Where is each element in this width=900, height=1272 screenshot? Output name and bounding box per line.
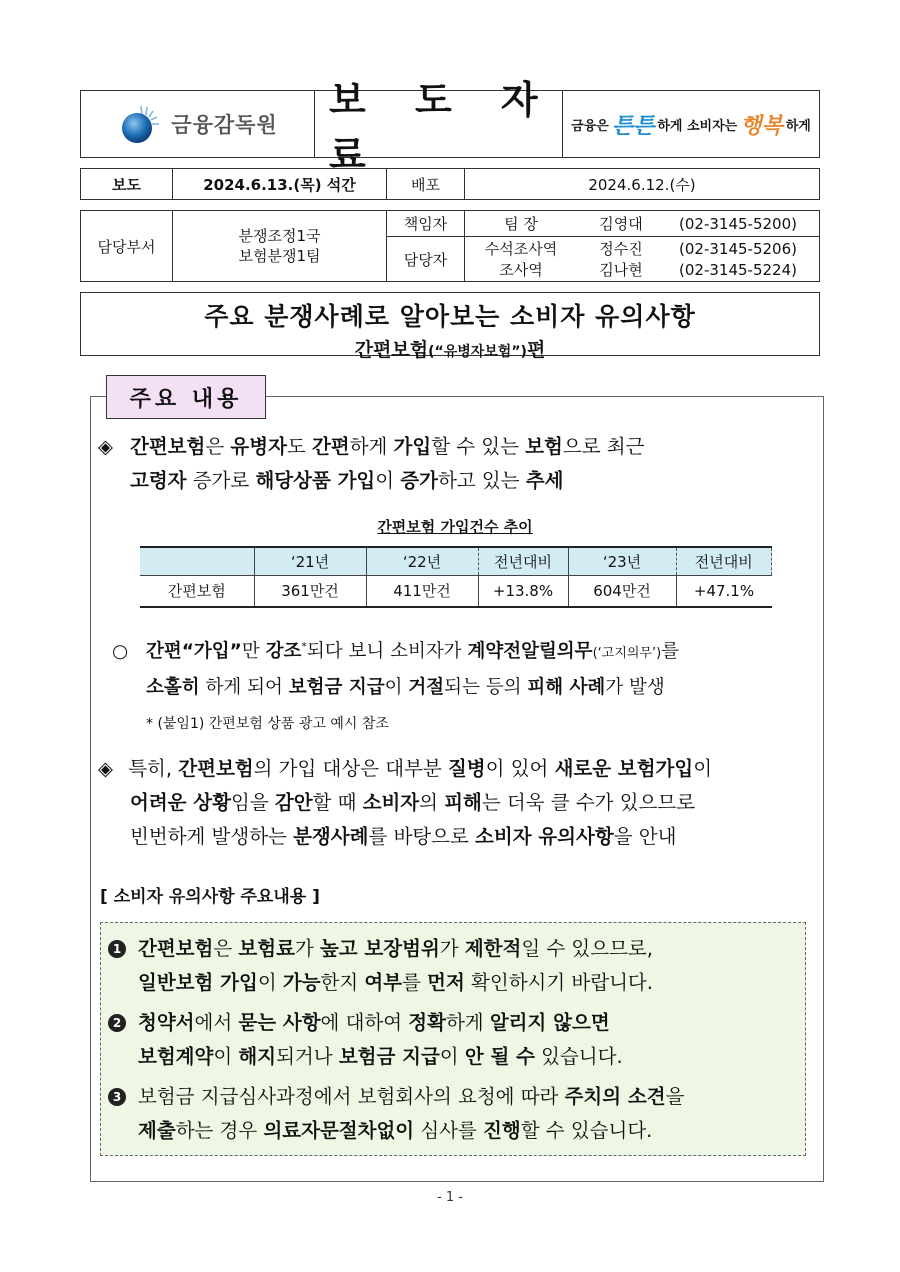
t: 를 — [661, 641, 680, 663]
para-line — [108, 1006, 798, 1040]
t: 할 수 있습니다. — [520, 1119, 653, 1142]
subtitle-part: (“유병자보험”) — [428, 344, 527, 360]
t: 가 — [294, 937, 320, 960]
t: 임을 — [230, 791, 275, 814]
department-table — [80, 210, 820, 282]
t: 가능 — [282, 971, 321, 994]
t: 를 — [402, 971, 428, 994]
main-title: 주요 분쟁사례로 알아보는 소비자 유의사항 — [204, 302, 696, 331]
dept-label: 담당부서 — [81, 211, 173, 281]
circle-bullet-icon: ○ — [112, 641, 129, 663]
t: 가 — [439, 937, 465, 960]
dept-contacts — [387, 211, 819, 281]
fss-logo-icon — [117, 102, 161, 146]
para-line — [98, 786, 818, 820]
t: 하게 — [445, 1011, 490, 1034]
report-date: 2024.6.13.(목) 석간 — [173, 169, 387, 199]
t: 추세 — [525, 469, 564, 492]
t: 의 — [419, 791, 445, 814]
para-line — [98, 430, 818, 464]
dept-name-line2: 보험분쟁1팀 — [238, 247, 321, 265]
fss-logo-text: 금융감독원 — [171, 113, 278, 137]
slogan — [563, 91, 819, 157]
fss-logo — [81, 91, 315, 157]
t: 피해 — [444, 791, 482, 814]
table-header-cell: ‘23년 — [568, 547, 676, 575]
t: 증가로 — [186, 469, 256, 492]
para-line — [112, 671, 824, 705]
person-phone: (02-3145-5224) — [679, 260, 797, 279]
table-title: 간편보험 가입건수 추이 — [377, 518, 533, 536]
t: 증가 — [400, 469, 438, 492]
person-title: 팀 장 — [504, 214, 538, 233]
t: 안 될 수 — [464, 1045, 535, 1068]
t: 만 — [241, 641, 266, 663]
t: 간편“가입” — [146, 641, 242, 663]
t: 일 수 있으므로, — [521, 937, 653, 960]
t: 여부 — [364, 971, 403, 994]
t: 소홀히 — [146, 677, 200, 699]
t: 제출 — [138, 1119, 176, 1142]
t: 거절 — [408, 677, 445, 699]
table-cell: 604만건 — [568, 575, 676, 607]
t: 에 대하여 — [320, 1011, 409, 1034]
t: 도 — [286, 435, 312, 458]
notice-item-1 — [108, 932, 798, 1000]
t: 새로운 보험가입 — [554, 757, 694, 780]
t: 하게 되어 — [199, 677, 289, 699]
t: 계약전알릴의무 — [467, 641, 593, 663]
slogan-mid: 하게 소비자는 — [657, 118, 738, 134]
t: 할 수 있는 — [431, 435, 526, 458]
t: 심사를 — [414, 1119, 484, 1142]
t: 빈번하게 발생하는 — [130, 825, 294, 848]
t: 제한적 — [464, 937, 522, 960]
contact-row — [387, 237, 819, 281]
table-header-cell — [140, 547, 254, 575]
t: 한지 — [320, 971, 365, 994]
t: 는 더욱 클 수가 있으므로 — [481, 791, 696, 814]
table-cell: 411만건 — [366, 575, 478, 607]
t: 일반보험 가입 — [138, 971, 258, 994]
person-title: 조사역 — [499, 260, 543, 279]
para-line — [108, 932, 798, 966]
slogan-pre: 금융은 — [571, 118, 609, 134]
diamond-bullet-icon: ◈ — [98, 757, 113, 780]
person-name: 정수진 — [599, 240, 643, 258]
t: 묻는 사항 — [238, 1011, 321, 1034]
subscription-trend-table — [140, 546, 772, 608]
t: 이 — [439, 1045, 465, 1068]
t: 질병 — [447, 757, 486, 780]
t: 보험계약 — [138, 1045, 214, 1068]
t: 진행 — [483, 1119, 521, 1142]
para-line — [98, 820, 818, 854]
para-line — [108, 1114, 798, 1148]
t: 를 바탕으로 — [368, 825, 476, 848]
responsible-people — [465, 211, 819, 236]
t: 은 — [205, 435, 231, 458]
number-badge-icon: 3 — [108, 1088, 126, 1106]
para-line — [108, 1080, 798, 1114]
page-number: - 1 - — [437, 1190, 463, 1205]
contact-label: 담당자 — [387, 237, 465, 281]
t: 하고 있는 — [437, 469, 526, 492]
main-title-box — [80, 292, 820, 361]
t: 먼저 — [427, 971, 465, 994]
t: 의료자문절차없이 — [263, 1119, 415, 1142]
t: 특히, — [122, 757, 179, 780]
t: 유병자 — [230, 435, 287, 458]
t: 강조 — [265, 641, 302, 663]
dept-name-line1: 분쟁조정1국 — [238, 227, 321, 245]
t: 할 때 — [312, 791, 363, 814]
notice-item-3 — [108, 1080, 798, 1148]
number-badge-icon: 1 — [108, 940, 126, 958]
person-title: 수석조사역 — [484, 239, 558, 258]
t: 보험 — [525, 435, 563, 458]
document-title: 보 도 자 료 — [315, 91, 563, 157]
person-name: 김나현 — [599, 261, 643, 279]
main-subtitle — [81, 335, 819, 362]
report-label: 보도 — [81, 169, 173, 199]
table-cell: +13.8% — [478, 575, 568, 607]
slogan-highlight-2: 행복 — [740, 113, 783, 139]
table-cell: +47.1% — [676, 575, 772, 607]
slogan-post: 하게 — [785, 118, 811, 134]
t: 되거나 — [276, 1045, 339, 1068]
footnote: * (붙임1) 간편보험 상품 광고 예시 참조 — [146, 716, 389, 732]
slogan-highlight-1: 튼튼 — [611, 113, 655, 139]
t: 가 발생 — [605, 677, 665, 699]
t: 이 — [693, 757, 713, 780]
t: 분쟁사례 — [293, 825, 369, 848]
t: 되는 등의 — [444, 677, 528, 699]
t: 확인하시기 바랍니다. — [464, 971, 653, 994]
table-header-cell: ‘21년 — [254, 547, 366, 575]
t: 이 — [375, 469, 401, 492]
notice-item-2 — [108, 1006, 798, 1074]
section-tab: 주요 내용 — [106, 375, 266, 419]
para-line — [108, 1040, 798, 1074]
responsible-row — [387, 211, 819, 237]
t: 간편보험 — [130, 435, 206, 458]
t: * — [301, 640, 307, 653]
t: 보험료 — [238, 937, 295, 960]
para-line — [108, 966, 798, 1000]
t: 간편 — [311, 435, 350, 458]
dept-name — [173, 211, 387, 281]
t: 간편보험 — [138, 937, 214, 960]
t: 간편보험 — [178, 757, 254, 780]
t: 감안 — [274, 791, 313, 814]
t: (‘고지의무’) — [592, 646, 662, 662]
table-header-cell: ‘22년 — [366, 547, 478, 575]
t: 해당상품 가입 — [255, 469, 376, 492]
diamond-bullet-icon: ◈ — [98, 435, 113, 458]
person-phone: (02-3145-5200) — [679, 214, 797, 233]
t: 하는 경우 — [175, 1119, 264, 1142]
t: 보험금 지급심사과정에서 보험회사의 요청에 따라 — [138, 1085, 565, 1108]
paragraph-2 — [98, 752, 818, 854]
t: 은 — [213, 937, 239, 960]
table-cell: 361만건 — [254, 575, 366, 607]
number-badge-icon: 2 — [108, 1014, 126, 1032]
distribute-label: 배포 — [387, 169, 465, 199]
t: 을 안내 — [613, 825, 677, 848]
t: 에서 — [194, 1011, 239, 1034]
para-line — [98, 464, 818, 498]
t: 소비자 — [362, 791, 420, 814]
t: 하게 — [349, 435, 394, 458]
table-header-cell: 전년대비 — [478, 547, 568, 575]
contact-person — [465, 259, 819, 280]
contact-person — [465, 213, 819, 234]
t: 알리지 않으면 — [489, 1011, 610, 1034]
t: 보험금 지급 — [338, 1045, 440, 1068]
t: 의 가입 대상은 대부분 — [253, 757, 448, 780]
table-row — [140, 575, 772, 607]
para-line — [112, 630, 824, 671]
t: 정확 — [408, 1011, 446, 1034]
subtitle-part: 편 — [526, 339, 546, 361]
section-title: [ 소비자 유의사항 주요내용 ] — [100, 887, 320, 907]
person-phone: (02-3145-5206) — [679, 239, 797, 258]
t: 이 — [384, 677, 409, 699]
release-info-row — [80, 168, 820, 200]
press-header — [80, 78, 820, 177]
t: 되다 보니 소비자가 — [306, 641, 468, 663]
table-cell: 간편보험 — [140, 575, 254, 607]
person-name: 김영대 — [599, 215, 643, 233]
contact-person — [465, 238, 819, 259]
responsible-label: 책임자 — [387, 211, 465, 236]
t: 높고 보장범위 — [319, 937, 440, 960]
paragraph-1 — [98, 430, 818, 498]
t: 청약서 — [138, 1011, 195, 1034]
distribute-date: 2024.6.12.(수) — [588, 175, 696, 194]
t: 이 — [257, 971, 283, 994]
para-line — [98, 752, 818, 786]
t: 으로 최근 — [562, 435, 645, 458]
t: 해지 — [238, 1045, 277, 1068]
t: 어려운 상황 — [130, 791, 231, 814]
t: 가입 — [393, 435, 432, 458]
sub-point-1 — [112, 630, 824, 705]
t: 소비자 유의사항 — [475, 825, 614, 848]
t: 주치의 소견 — [564, 1085, 666, 1108]
t: 을 — [665, 1085, 685, 1108]
t: 피해 사례 — [527, 677, 606, 699]
table-header-cell: 전년대비 — [676, 547, 772, 575]
t: 이 — [213, 1045, 239, 1068]
t: 고령자 — [130, 469, 187, 492]
t: 있습니다. — [534, 1045, 623, 1068]
t: 이 있어 — [485, 757, 555, 780]
table-header-row — [140, 547, 772, 575]
subtitle-part: 간편보험 — [354, 339, 429, 361]
t: 보험금 지급 — [288, 677, 385, 699]
contact-people — [465, 237, 819, 281]
